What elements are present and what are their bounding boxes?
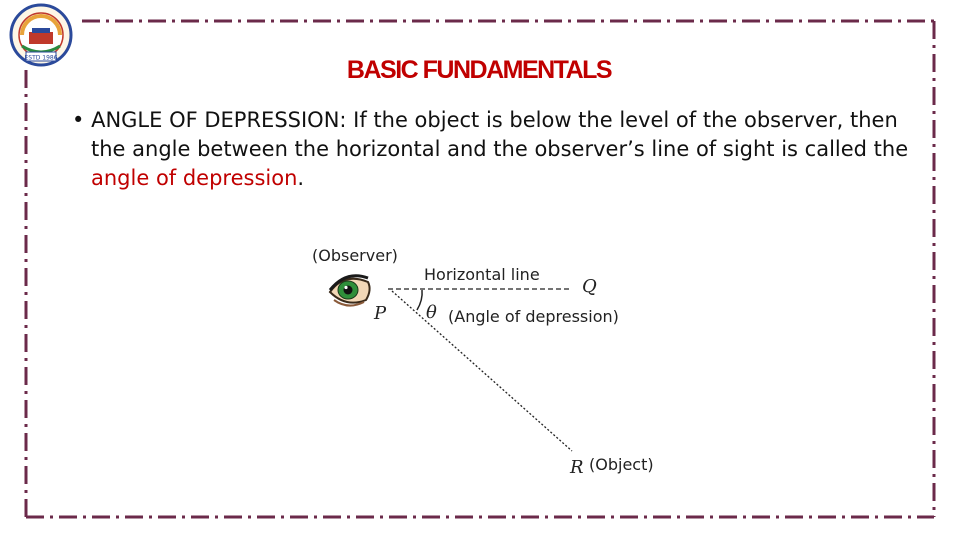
observer-label: (Observer) [312, 246, 398, 265]
highlighted-term: angle of depression [91, 166, 298, 190]
point-r-label: R [570, 457, 584, 478]
point-q-label: Q [582, 276, 597, 297]
bullet-text: If the object is below the level of the observer, then the angle between the horizontal and the observer’s line of sight is called the [91, 108, 909, 161]
bullet-term: ANGLE OF DEPRESSION: [91, 108, 347, 132]
angle-of-depression-diagram [296, 232, 676, 482]
bullet-marker: • [72, 108, 85, 132]
object-label: (Object) [589, 455, 654, 474]
angle-arc [417, 290, 422, 310]
slide-title-text: BASIC FUNDAMENTALS [346, 56, 612, 84]
point-p-label: P [374, 303, 387, 324]
angle-label: (Angle of depression) [448, 307, 619, 326]
theta-label: θ [426, 302, 437, 323]
definition-bullet [72, 106, 911, 193]
bullet-period: . [297, 166, 305, 190]
eye-icon [330, 276, 370, 306]
slide-title [0, 56, 960, 85]
horizontal-line-label: Horizontal line [424, 265, 540, 284]
seal-caption: ESTD 1986 [24, 54, 58, 62]
